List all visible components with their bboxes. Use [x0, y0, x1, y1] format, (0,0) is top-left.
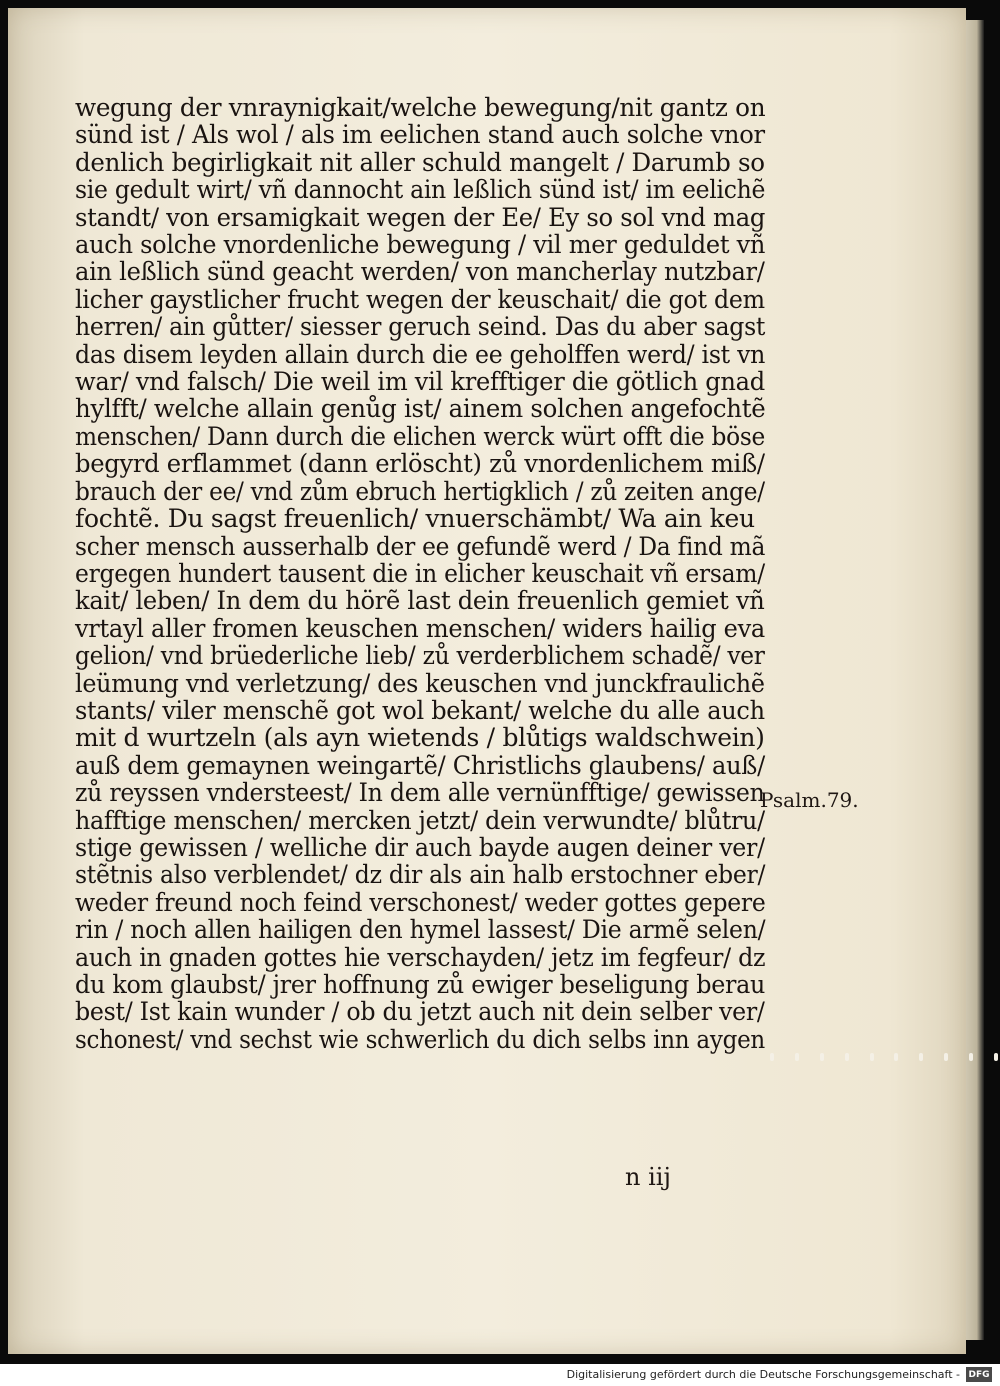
margin-note: Psalm.79. [760, 788, 859, 812]
text-line: auch solche vnordenliche bewegung / vil mer geduldet vñ [75, 230, 766, 260]
body-text [75, 94, 765, 1053]
text-line: stẽtnis also verblendet/ dz dir als ain halb erstochner eber/ [75, 860, 766, 890]
text-line: fochtẽ. Du sagst freuenlich/ vnuerschämbt/ Wa ain keu [75, 504, 755, 534]
text-line: das disem leyden allain durch die ee geholffen werd/ ist vn [75, 339, 766, 369]
text-line: brauch der ee/ vnd zům ebruch hertigklich / zů zeiten ange/ [75, 476, 765, 506]
text-line: begyrd erflammet (dann erlöscht) zů vnordenlichem miß/ [75, 449, 765, 479]
text-line: leümung vnd verletzung/ des keuschen vnd junckfraulichẽ [75, 668, 765, 698]
text-line: zů reyssen vndersteest/ In dem alle vernünfftige/ gewissen [75, 778, 765, 808]
text-line: sünd ist / Als wol / als im eelichen stand auch solche vnor [75, 120, 765, 150]
text-line: kait/ leben/ In dem du hörẽ last dein freuenlich gemiet vñ [75, 586, 765, 616]
text-line: ergegen hundert tausent die in elicher keuschait vñ ersam/ [75, 558, 765, 588]
text-line: vrtayl aller fromen keuschen menschen/ widers hailig eva [75, 613, 765, 643]
text-line: herren/ ain gůtter/ siesser geruch seind. Das du aber sagst [75, 312, 766, 342]
text-line: ain leßlich sünd geacht werden/ von mancherlay nutzbar/ [75, 257, 765, 287]
text-line: auch in gnaden gottes hie verschayden/ jetz im fegfeur/ dz [75, 942, 766, 972]
text-line: scher mensch ausserhalb der ee gefundẽ werd / Da find mã [75, 531, 766, 561]
signature-mark: n iij [625, 1163, 671, 1191]
text-line: menschen/ Dann durch die elichen werck würt offt die böse [75, 421, 766, 451]
text-line: weder freund noch feind verschonest/ weder gottes gepere [75, 887, 766, 917]
text-line: war/ vnd falsch/ Die weil im vil krefftiger die götlich gnad [75, 367, 765, 397]
text-line: schonest/ vnd sechst wie schwerlich du dich selbs inn aygen [75, 1024, 765, 1054]
dotted-rule [770, 1052, 998, 1062]
text-line: standt/ von ersamigkait wegen der Ee/ Ey so sol vnd mag [75, 202, 766, 232]
footer-credit: Digitalisierung gefördert durch die Deutsche Forschungsgemeinschaft - [566, 1368, 960, 1381]
text-line: hafftige menschen/ mercken jetzt/ dein verwundte/ blůtru/ [75, 805, 765, 835]
text-line: stige gewissen / welliche dir auch bayde augen deiner ver/ [75, 832, 765, 862]
text-line: denlich begirligkait nit aller schuld mangelt / Darumb so [75, 147, 765, 177]
dfg-logo: DFG [966, 1367, 992, 1382]
page-edge [966, 20, 984, 1340]
text-line: best/ Ist kain wunder / ob du jetzt auch nit dein selber ver/ [75, 997, 765, 1027]
text-line: rin / noch allen hailigen den hymel lassest/ Die armẽ selen/ [75, 915, 766, 945]
footer-bar [0, 1364, 1000, 1386]
text-line: sie gedult wirt/ vñ dannocht ain leßlich sünd ist/ im eelichẽ [75, 175, 766, 205]
text-line: licher gaystlicher frucht wegen der keuschait/ die got dem [75, 284, 765, 314]
text-line: du kom glaubst/ jrer hoffnung zů ewiger beseligung berau [75, 970, 766, 999]
text-line: stants/ viler menschẽ got wol bekant/ welche du alle auch [75, 695, 765, 725]
text-line: mit d wurtzeln (als ayn wietends / blůtigs waldschwein) [75, 723, 765, 753]
text-line: auß dem gemaynen weingartẽ/ Christlichs glaubens/ auß/ [75, 750, 765, 780]
text-line: wegung der vnraynigkait/welche bewegung/nit gantz on [75, 93, 766, 122]
text-line: gelion/ vnd brüederliche lieb/ zů verderblichem schadẽ/ ver [75, 641, 765, 671]
text-line: hylfft/ welche allain genůg ist/ ainem solchen angefochtẽ [75, 394, 766, 424]
